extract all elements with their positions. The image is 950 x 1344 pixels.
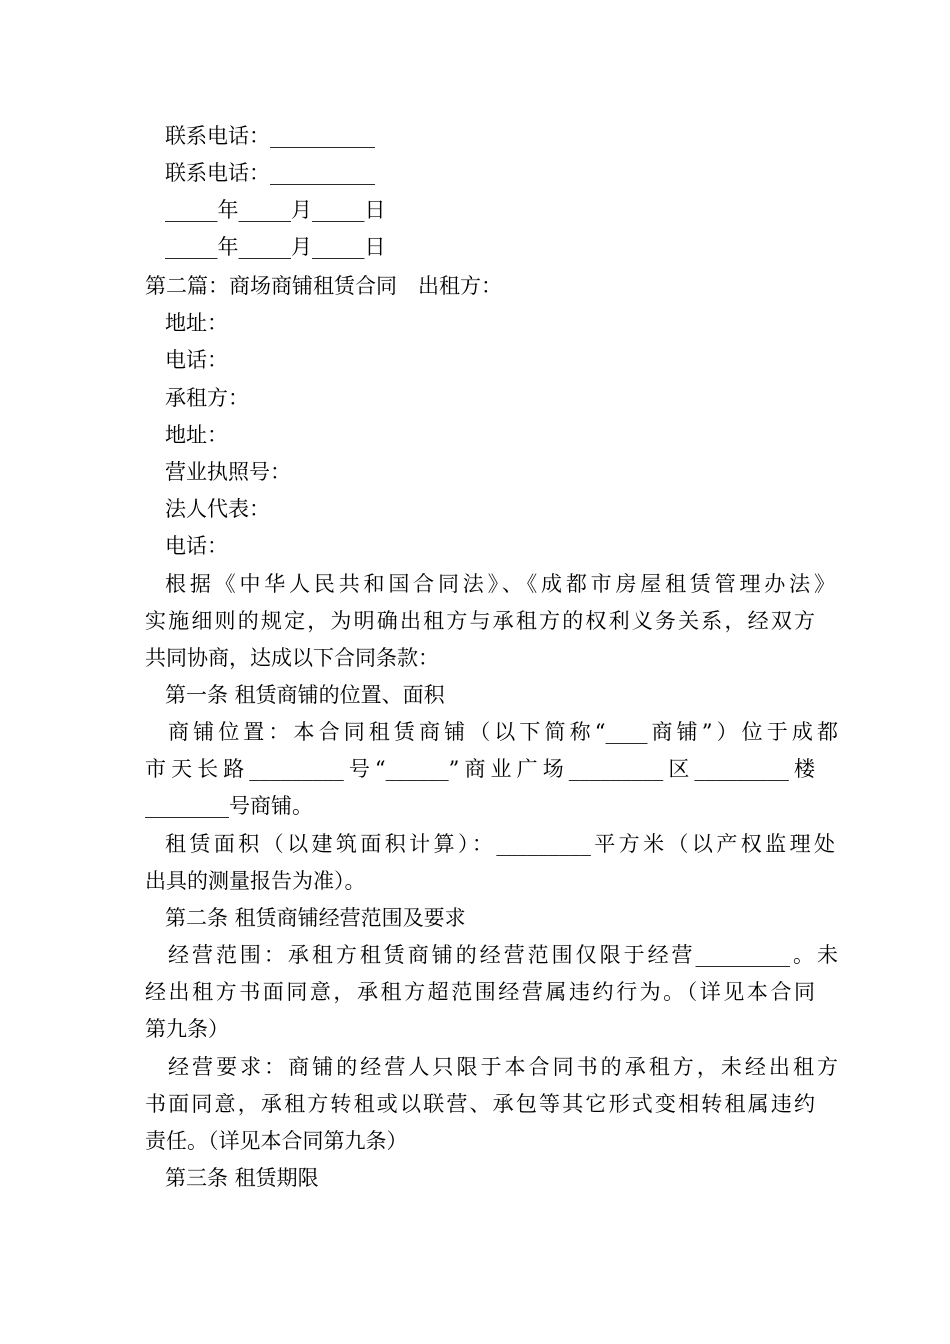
business-scope-line-3: 第九条） [145,1017,229,1041]
business-scope-line-1: 经营范围：承租方租赁商铺的经营范围仅限于经营_________。未 [168,943,838,967]
lessee-address: 地址： [165,423,228,447]
shop-location-line-3: ________号商铺。 [145,794,313,818]
date-line-1: _____年_____月_____日 [165,198,386,222]
lessor-phone: 电话： [165,348,228,372]
section-heading-part-two: 第二篇：商场商铺租赁合同 出租方： [145,274,502,298]
business-license-number: 营业执照号： [165,460,291,484]
lessee-phone: 电话： [165,534,228,558]
lessor-address: 地址： [165,311,228,335]
preamble-line-1: 根据《中华人民共和国合同法》、《成都市房屋租赁管理办法》 [165,572,835,596]
legal-representative: 法人代表： [165,497,270,521]
business-requirement-line-1: 经营要求：商铺的经营人只限于本合同书的承租方，未经出租方 [168,1055,838,1079]
business-scope-line-2: 经出租方书面同意，承租方超范围经营属违约行为。（详见本合同 [145,980,815,1004]
shop-location-line-2: 市天长路_________号“______”商业广场_________区_________楼 [145,757,815,781]
preamble-line-3: 共同协商，达成以下合同条款： [145,646,439,670]
date-line-2: _____年_____月_____日 [165,235,386,259]
lessee-label: 承租方： [165,386,249,410]
shop-location-line-1: 商铺位置：本合同租赁商铺（以下简称“____商铺”）位于成都 [168,720,838,744]
lease-area-line-1: 租赁面积（以建筑面积计算）：_________平方米（以产权监理处 [165,832,835,856]
article-one-heading: 第一条 租赁商铺的位置、面积 [165,683,445,707]
preamble-line-2: 实施细则的规定，为明确出租方与承租方的权利义务关系，经双方 [145,609,815,633]
business-requirement-line-2: 书面同意，承租方转租或以联营、承包等其它形式变相转租属违约 [145,1092,815,1116]
contact-phone-line-2: 联系电话：__________ [165,161,375,185]
contact-phone-line-1: 联系电话：__________ [165,124,375,148]
article-three-heading: 第三条 租赁期限 [165,1166,319,1190]
article-two-heading: 第二条 租赁商铺经营范围及要求 [165,906,466,930]
lease-area-line-2: 出具的测量报告为准）。 [145,869,366,893]
business-requirement-line-3: 责任。（详见本合同第九条） [145,1129,408,1153]
